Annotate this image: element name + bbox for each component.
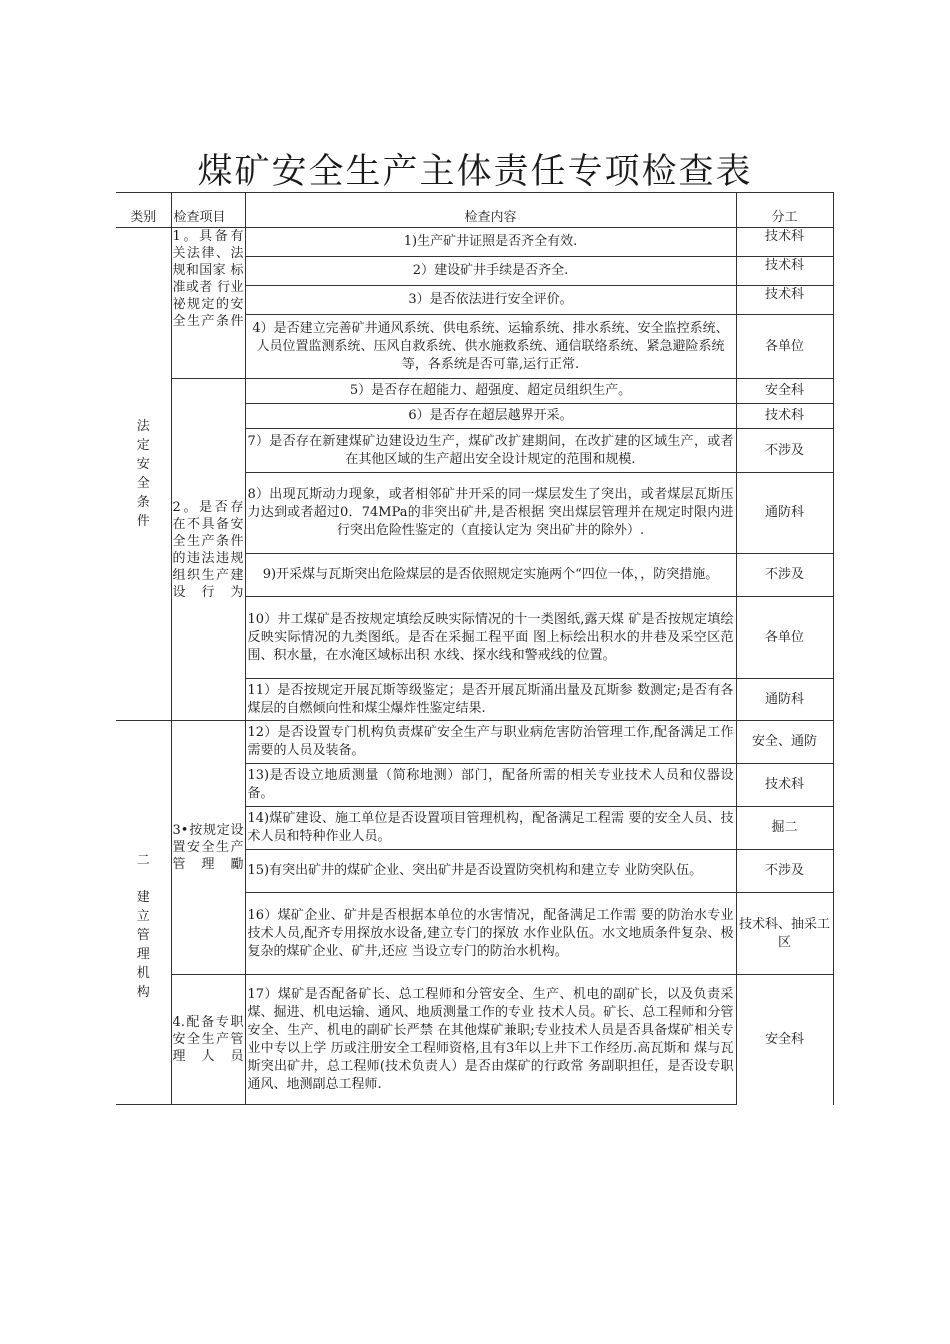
content-cell: 11）是否按规定开展瓦斯等级鉴定；是否开展瓦斯涌出量及瓦斯参 数测定;是否有各煤层的自燃倾向性和煤尘爆炸性鉴定结果. [245, 679, 736, 721]
content-cell: 3）是否依法进行安全评价。 [245, 286, 736, 315]
header-item: 检查项目 [171, 193, 245, 228]
inspection-table [116, 192, 834, 1105]
header-content: 检查内容 [245, 193, 736, 228]
category-cell [116, 721, 171, 1105]
table-row [116, 975, 833, 1105]
content-cell: 4）是否建立完善矿井通风系统、供电系统、运输系统、排水系统、安全监控系统、人员位置监测系统、压风自救系统、供水施救系统、通信联络系统、紧急避险系统等，各系统是否可靠,运行正常. [245, 315, 736, 379]
category-label: 法定安全条件 [136, 419, 150, 529]
content-cell: 15)有突出矿井的煤矿企业、突出矿井是否设置防突机构和建立专 业防突队伍。 [245, 850, 736, 893]
content-cell: 9)开采煤与瓦斯突出危险煤层的是否依照规定实施两个“四位一体，，防突措施。 [245, 554, 736, 597]
division-cell: 各单位 [736, 315, 833, 379]
content-cell: 5）是否存在超能力、超强度、超定员组织生产。 [245, 379, 736, 404]
table-header-row [116, 193, 833, 228]
header-division: 分工 [736, 193, 833, 228]
division-cell: 通防科 [736, 473, 833, 554]
page-title: 煤矿安全生产主体责任专项检查表 [197, 152, 753, 192]
item-cell: 3•按规定设置安全生产管理勵 [171, 721, 245, 975]
content-cell: 14)煤矿建设、施工单位是否设置项目管理机构，配备满足工程需 要的安全人员、技术人员和特种作业人员。 [245, 807, 736, 850]
division-cell: 安全科 [736, 379, 833, 404]
division-cell: 掘二 [736, 807, 833, 850]
division-cell: 技术科 [736, 404, 833, 429]
content-cell: 6）是否存在超层越界开采。 [245, 404, 736, 429]
division-cell: 安全、通防 [736, 721, 833, 764]
content-cell: 16）煤矿企业、矿井是否根据本单位的水害情况，配备满足工作需 要的防治水专业技术人员,配齐专用探放水设备,建立专门的探放 水作业队伍。水文地质条件复杂、极复杂的煤矿企业、矿井,还应 当设立专门的防治水机构。 [245, 893, 736, 975]
content-cell: 10）井工煤矿是否按规定填绘反映实际情况的十一类图纸,露天煤 矿是否按规定填绘反映实际情况的九类图纸。是否在采掘工程平面 图上标绘出积水的井巷及采空区范围、积水量，在水淹区域标出积 水线、探水线和警戒线的位置。 [245, 597, 736, 679]
division-cell: 不涉及 [736, 850, 833, 893]
content-cell: 17）煤矿是否配备矿长、总工程师和分管安全、生产、机电的副矿长，以及负责采煤、掘进、机电运输、通风、地质测量工作的专业 技术人员。矿长、总工程师和分管安全、生产、机电的副矿长严禁 在其他煤矿兼职;专业技术人员是否具备煤矿相关专业中专以上学 历或注册安全工程师资格,且有3年以上井下工作经历.高瓦斯和 煤与瓦斯突出矿井，总工程师(技术负责人）是否由煤矿的行政常 务副职担任，是否设专职通风、地测副总工程师. [245, 975, 736, 1105]
content-cell: 1)生产矿井证照是否齐全有效. [245, 228, 736, 257]
division-cell: 不涉及 [736, 554, 833, 597]
item-cell: 2。是否存在不具备安全生产条件的违法违规组织生产建设行为 [171, 379, 245, 721]
division-cell: 安全科 [736, 975, 833, 1105]
category-cell [116, 228, 171, 721]
category-number: 二 [136, 853, 150, 868]
content-cell: 2）建设矿井手续是否齐全. [245, 257, 736, 286]
table-row [116, 379, 833, 404]
content-cell: 8）出现瓦斯动力现象，或者相邻矿井开采的同一煤层发生了突出，或者煤层瓦斯压力达到或者超过0．74MPa的非突出矿井,是否根据 突出煤层管理并在规定时限内进行突出危险性鉴定的（直接认定为 突出矿井的除外）. [245, 473, 736, 554]
content-cell: 12）是否设置专门机构负责煤矿安全生产与职业病危害防治管理工作,配备满足工作需要的人员及装备。 [245, 721, 736, 764]
header-category: 类别 [116, 193, 171, 228]
content-cell: 13)是否设立地质测量（简称地测）部门，配备所需的相关专业技术人员和仪器设备。 [245, 764, 736, 807]
division-cell: 技术科、抽采工区 [736, 893, 833, 975]
table-row [116, 228, 833, 257]
division-cell: 各单位 [736, 597, 833, 679]
table-row [116, 721, 833, 764]
division-cell: 技术科 [736, 286, 833, 315]
division-cell: 通防科 [736, 679, 833, 721]
division-cell: 技术科 [736, 257, 833, 286]
item-cell: 4.配备专职安全生产管理人员 [171, 975, 245, 1105]
category-label: 建立管理机构 [136, 890, 150, 1000]
content-cell: 7）是否存在新建煤矿边建设边生产，煤矿改扩建期间，在改扩建的区域生产，或者在其他区域的生产超出安全设计规定的范围和规模. [245, 429, 736, 473]
item-cell: 1。具备有关法律、法 规和国家 标准或者 行业祕规定的安全生产条件 [171, 228, 245, 379]
division-cell: 技术科 [736, 764, 833, 807]
division-cell: 技术科 [736, 228, 833, 257]
division-cell: 不涉及 [736, 429, 833, 473]
